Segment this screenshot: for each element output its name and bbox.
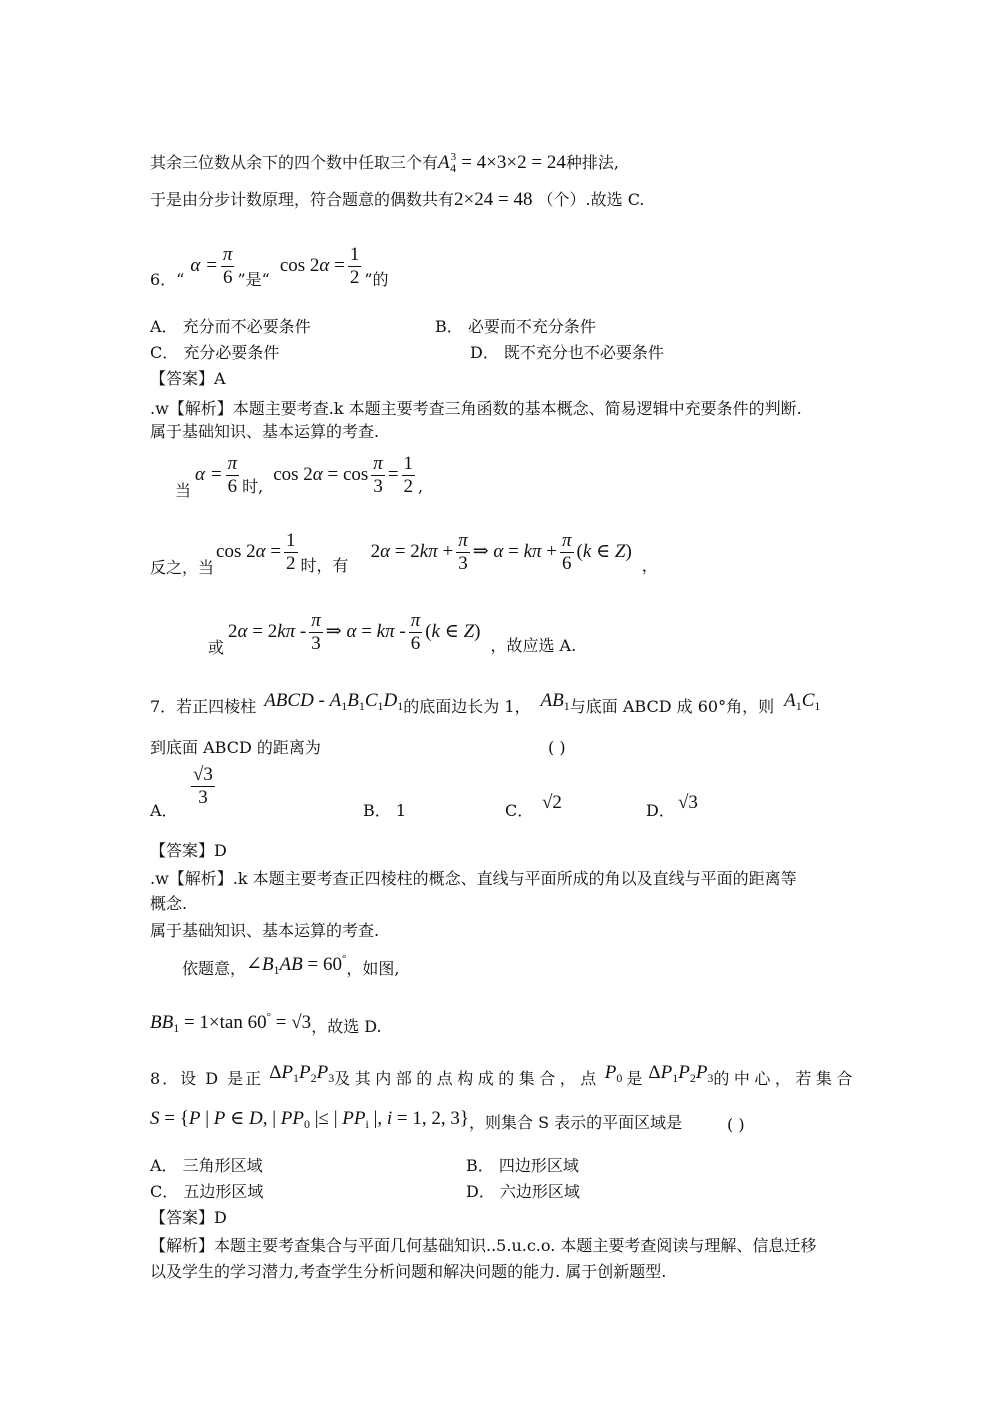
q7-option-c-math: √2 <box>542 792 562 813</box>
q6-step-1: 当α = $\frac{\pi}{6}$ 时,cos 2α = cos $\frac{\pi}{3}$ = $\frac{1}{2}$ , <box>175 453 424 500</box>
text-line-1: 其余三位数从余下的四个数中任取三个有$A^3_4 = 4\times 3\times 2 = 24$种排法, <box>150 151 619 175</box>
q6-step-2: 反之，当cos 2α = $\frac{1}{2}$ 时，有2α = 2kπ + $\frac{\pi}{3}$ ⇒ α = kπ + $\frac{\pi}{6}$ (k ∈ Z)， <box>150 530 658 577</box>
q7-option-a-math: $\frac{√3}{3}$ <box>193 764 213 808</box>
math-a43: $A^3_4$ <box>438 151 457 175</box>
q6-analysis-2: 属于基础知识、基本运算的考查. <box>150 422 380 441</box>
q8-paren: ( ) <box>727 1115 745 1134</box>
q7-option-b: B． 1 <box>363 801 407 820</box>
q7-analysis-3: 属于基础知识、基本运算的考查. <box>150 921 380 940</box>
q6-option-b: B． 必要而不充分条件 <box>435 317 596 336</box>
q7-analysis-1: .w【解析】.k 本题主要考查正四棱柱的概念、直线与平面所成的角以及直线与平面的距离等 <box>150 869 797 888</box>
question-8-set: S = {P | P ∈ D, | $PP_0$ |≤ | $PP_i$ |, i = 1, 2, 3}，则集合 S 表示的平面区域是 <box>150 1108 683 1132</box>
q6-option-a: A． 充分而不必要条件 <box>150 317 311 336</box>
q8-option-b: B． 四边形区域 <box>466 1156 579 1175</box>
q7-analysis-2: 概念. <box>150 894 188 913</box>
q8-analysis-2: 以及学生的学习潜力,考查学生分析问题和解决问题的能力. 属于创新题型. <box>150 1262 667 1281</box>
q6-analysis-1: .w【解析】本题主要考查.k 本题主要考查三角函数的基本概念、简易逻辑中充要条件的判断. <box>150 399 802 418</box>
question-6-stem: 6．“α = $\frac{\pi}{6}$ ”是“cos 2α = $\frac{1}{2}$ ”的 <box>150 244 389 289</box>
text-line-2: 于是由分步计数原理，符合题意的偶数共有2×24 = 48 （个）.故选 C. <box>150 189 645 210</box>
q7-answer: 【答案】D <box>150 841 227 860</box>
q8-option-a: A． 三角形区域 <box>150 1156 263 1175</box>
question-8-stem: 8．设 D 是正 $\Delta P_1P_2P_3$及其内部的点构成的集合，点 $P_0$ 是 $\Delta P_1P_2P_3$的中心，若集合 <box>150 1062 857 1088</box>
q7-step-2: $BB_1 = 1\times\tan$ 60° = √3，故选 D. <box>150 1011 382 1036</box>
q6-option-d: D． 既不充分也不必要条件 <box>470 343 664 362</box>
q6-step-3: 或2α = 2kπ - $\frac{\pi}{3}$ ⇒ α = kπ - $\frac{\pi}{6}$ (k ∈ Z)，故应选 A. <box>208 610 577 657</box>
q8-analysis-1: 【解析】本题主要考查集合与平面几何基础知识..5.u.c.o. 本题主要考查阅读与理解、信息迁移 <box>150 1236 817 1255</box>
q7-option-d: D． <box>646 801 675 820</box>
question-7-stem: 7．若正四棱柱 ABCD - $A_1B_1C_1D_1$的底面边长为 1， $AB_1$与底面 ABCD 成 60°角，则 $A_1C_1$ <box>150 690 821 716</box>
q8-answer: 【答案】D <box>150 1208 227 1227</box>
q7-paren: ( ) <box>548 738 566 757</box>
q7-option-c: C． <box>505 801 534 820</box>
q7-line-2: 到底面 ABCD 的距离为 <box>150 738 321 757</box>
q7-option-a: A． <box>150 801 178 820</box>
q7-option-d-math: √3 <box>678 792 698 813</box>
q8-option-d: D． 六边形区域 <box>466 1182 580 1201</box>
q6-option-c: C． 充分必要条件 <box>150 343 280 362</box>
q7-step-1: 依题意，$\angle B_1AB = 60^\circ$，如图, <box>182 953 400 978</box>
q8-option-c: C． 五边形区域 <box>150 1182 264 1201</box>
q6-answer: 【答案】A <box>150 369 226 388</box>
